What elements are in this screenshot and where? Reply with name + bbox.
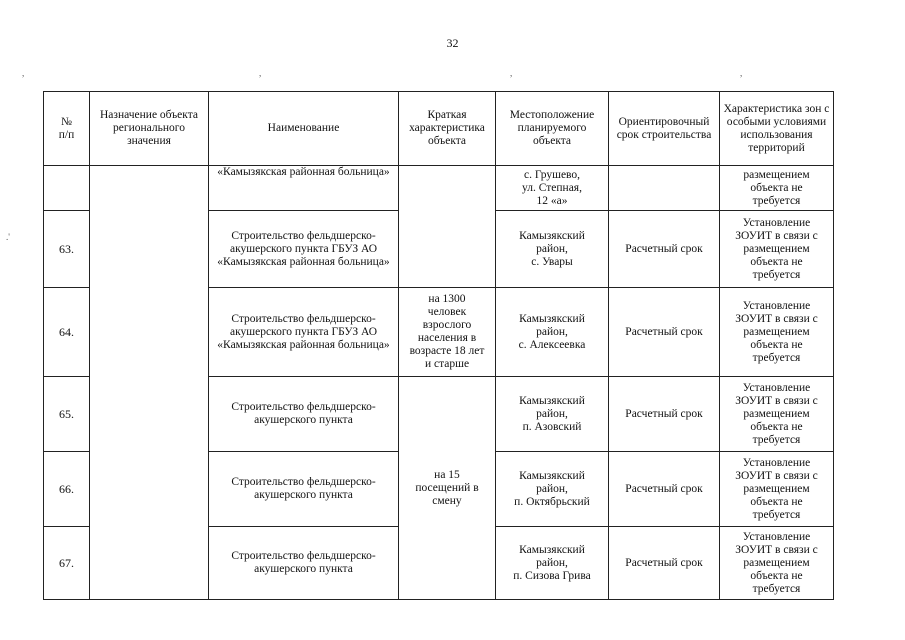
header-row (44, 92, 834, 166)
cell-brief: на 1300 человек взрослого населения в возрасте 18 лет и старше (399, 288, 496, 377)
cell-location: Камызякский район, п. Азовский (496, 377, 609, 452)
cell-no: 65. (44, 377, 90, 452)
cell-no (44, 166, 90, 211)
cell-term (609, 166, 720, 211)
cell-zones: Установление ЗОУИТ в связи с размещением объекта не требуется (720, 288, 834, 377)
header-no: № п/п (44, 92, 90, 166)
cell-zones: Установление ЗОУИТ в связи с размещением объекта не требуется (720, 527, 834, 600)
cell-name: «Камызякская районная больница» (209, 166, 399, 211)
header-purpose: Назначение объекта регионального значения (90, 92, 209, 166)
cell-term: Расчетный срок (609, 527, 720, 600)
header-term: Ориентировочный срок строительства (609, 92, 720, 166)
cell-location: Камызякский район, с. Алексеевка (496, 288, 609, 377)
cell-zones: размещением объекта не требуется (720, 166, 834, 211)
cell-brief (399, 166, 496, 288)
cell-location: Камызякский район, п. Октябрьский (496, 452, 609, 527)
cell-no: 63. (44, 211, 90, 288)
scan-speck: .' (6, 232, 10, 242)
cell-no: 67. (44, 527, 90, 600)
cell-zones: Установление ЗОУИТ в связи с размещением объекта не требуется (720, 211, 834, 288)
cell-location: с. Грушево, ул. Степная, 12 «а» (496, 166, 609, 211)
cell-term: Расчетный срок (609, 211, 720, 288)
cell-zones: Установление ЗОУИТ в связи с размещением объекта не требуется (720, 377, 834, 452)
header-brief: Краткая характеристика объекта (399, 92, 496, 166)
cell-name: Строительство фельдшерско-акушерского пункта ГБУЗ АО «Камызякская районная больница» (209, 288, 399, 377)
cell-no: 66. (44, 452, 90, 527)
cell-name: Строительство фельдшерско-акушерского пункта (209, 452, 399, 527)
cell-location: Камызякский район, с. Увары (496, 211, 609, 288)
cell-term: Расчетный срок (609, 288, 720, 377)
cell-name: Строительство фельдшерско-акушерского пункта (209, 377, 399, 452)
cell-location: Камызякский район, п. Сизова Грива (496, 527, 609, 600)
header-name: Наименование (209, 92, 399, 166)
cell-term: Расчетный срок (609, 452, 720, 527)
cell-purpose-merged (90, 166, 209, 600)
cell-zones: Установление ЗОУИТ в связи с размещением объекта не требуется (720, 452, 834, 527)
scan-speck: , (259, 68, 262, 78)
scan-speck: , (510, 68, 513, 78)
header-zones: Характеристика зон с особыми условиями использования территорий (720, 92, 834, 166)
cell-no: 64. (44, 288, 90, 377)
cell-brief-shared: на 15 посещений в смену (399, 377, 496, 600)
objects-table (43, 91, 834, 600)
cell-term: Расчетный срок (609, 377, 720, 452)
scan-speck: , (740, 68, 743, 78)
cell-name: Строительство фельдшерско-акушерского пункта ГБУЗ АО «Камызякская районная больница» (209, 211, 399, 288)
header-location: Местоположение планируемого объекта (496, 92, 609, 166)
table-row (44, 166, 834, 211)
page-number: 32 (446, 36, 459, 50)
cell-name: Строительство фельдшерско-акушерского пункта (209, 527, 399, 600)
scan-speck: , (22, 68, 25, 78)
